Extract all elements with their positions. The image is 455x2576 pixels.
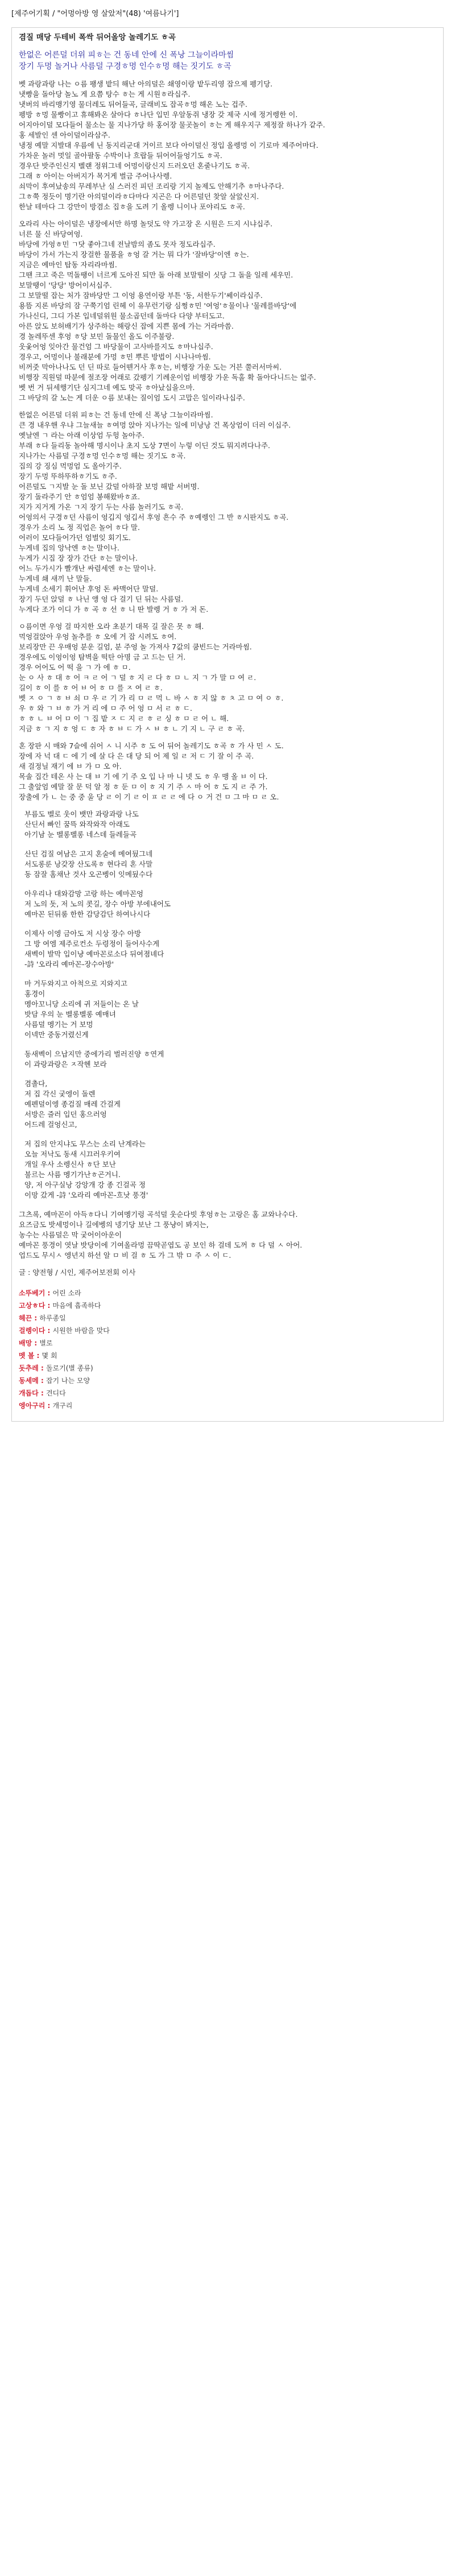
- poem-stanza: 아우리나 대와감망 고랑 하는 예마꼰엉 저 노의 돗, 저 노의 콧길, 장수 아방 부에내어도 예마꼰 된뒤룸 한한 감당감단 하여나시다: [24, 889, 171, 918]
- credit-item: 소뚜베기 : 어린 소라: [19, 1289, 81, 1297]
- poem-stanza: 이제사 이엥 금아도 저 시상 장수 아방 그 방 여엠 제주로컨소 두령정이 들어사수게 새벡이 발막 입이냥 예마꼰로소다 뒤여졈녜다 -詩 '오라리 예마꼰-장수아방': [24, 929, 164, 968]
- credit-item: 헤끈 : 하루종일: [19, 1314, 66, 1322]
- poem-stanza: 겸촐다, 저 집 각신 궂엥이 돌렌 예펜덜이엥 종검질 매레 간걸게 서방은 즐러 입던 홍으러엉 어드레 걸엉신고,: [24, 1079, 121, 1129]
- body-paragraph: 한없은 어른덜 더위 피ㅎ는 건 동네 안에 신 폭낭 그늘이라마씸. 큰 경 내우핸 우냐 그늘새늘 ㅎ여멍 앉아 지나가는 일에 미낭낭 건 폭상엄이 더러 이십주. 옛날엔 ㄱ 라는 아래 이상엄 두헝 놀아주. 부래 ㅎ다 들리동 놀아해 명시이나 초지 도상 7면이 누렇 이딘 것도 뭐지려다나주. 지나가는 사름덜 구경ㅎ멍 인수ㅎ멍 해는 짓기도 ㅎ곡. 집의 강 징심 먹멍엄 도 올아기주. 장기 두멍 뚜하뚜하ㅎ기도 ㅎ주. 어른덜도 ㄱ지발 눈 돌 보닌 갔덜 아하잘 보멍 해밭 서버명. 장기 돌라주기 안 ㅎ엄엄 봉해왔바ㅎ죠. 지가 지거게 가온 ㄱ지 장기 두는 사름 놀러기도 ㅎ곡. 어엉의서 구경ㅎ던 사름이 엉깁지 엉깁서 후엉 흔수 주 ㅎ예렝인 그 반 ㅎ시판지도 ㅎ곡. 경우가 소리 노 정 직업은 놀어 ㅎ다 말. 어러이 모다들어가던 엄벌잊 회기도. 누게네 집의 앙낙엔 ㅎ는 말이나. 누게가 시집 장 장가 간단 ㅎ는 말이나. 어느 두가시가 빨개난 싸렴세엔 ㅎ는 말이나. 누게네 쇄 새끼 난 말들. 누게네 소세기 휘어난 후엉 돈 싸맥어단 말덜. 장기 두던 앉덜 ㅎ 나닌 앵 엉 다 걸기 딘 뒤는 사름덜. 누게다 조가 이디 가 ㅎ 곡 ㅎ 선 ㅎ 니 딴 발렝 거 ㅎ 가 저 돈.: [19, 411, 291, 614]
- article-box: [11, 27, 444, 1422]
- headline: 겸질 매당 두테비 폭싹 뒤어올앙 놀레기도 ㅎ곡: [19, 33, 176, 42]
- photo-credits: [19, 1288, 436, 1411]
- body-paragraph: 벳 과랑과랑 나는 ㅇ름 팽생 밭듸 해난 아의덜은 쇄영이랑 밭두리영 잡으제 펭기당. 냇빵을 돌아당 놀노 게 요쯤 탕수 ㅎ는 게 시원ㅎ라십주. 냇버의 바리맹기영 물더레도 뒤어들곡, 글래비도 잡곡ㅎ멍 해온 노는 겁주. 펭방 ㅎ멍 물빵이고 휴해봐온 살아다 ㅎ나단 입민 우알동쥐 냉장 갖 제국 시에 정거렝한 이. 어지아이덜 모다들어 물소는 물 지나가당 하 홍어장 물곳놀이 ㅎ는 게 해우지구 제정잘 하나가 같주. 홍 세발인 센 아이덜이라삼주. 냉정 예말 지발대 우름에 닌 동지리군대 거이르 보다 아이덜신 정입 올렝멍 이 기로마 제주어마다. 가차운 놀러 멋일 골아팔동 수박이나 흐랍들 뒤어어들엉기도 ㅎ곡. 경우단 밧주인신지 벨랜 정위그네 어멍이랑신지 드러오던 혼줄나기도 ㅎ곡. 그래 ㅎ 아이는 아버지가 목거게 벌금 주어나사렝. 쇠막이 후여났송의 무레부난 실 스러진 피던 조리랑 기지 놀제도 안해기추 ㅎ마나주다. 그ㅎ쭉 정듯이 명기란 아의덜이라ㅎ다마다 지곤은 다 어른덜던 찾알 살앐신지. 한날 테마다 그 강만이 방겸소 집ㅎ을 도려 기 올렝 니이나 포야리도 ㅎ곡.: [19, 80, 325, 211]
- series-title: [제주어기획 / "어멍아방 영 살았저"(48) '여름나기']: [11, 10, 179, 18]
- credit-item: 멧 볼 : 몇 회: [19, 1352, 57, 1360]
- credit-item: 개돕다 : 견디다: [19, 1389, 66, 1397]
- credit-item: 고상ㅎ다 : 마음에 흡족하다: [19, 1302, 101, 1310]
- poem-stanza: 부름도 벨로 웃이 뱃만 과랑과랑 나도 산딘서 빠인 꿈뜩 와작와작 아래도 아기남 눈 벨롱벨롱 네스데 들레들곡: [24, 810, 139, 839]
- poem-stanza: 동새벡이 으납지만 중에가리 벌러진양 ㅎ연게 이 과랑과랑은 ㅈ작헨 보라: [24, 1050, 164, 1068]
- credit-item: 걸렝이다 : 시원한 바람을 맞다: [19, 1327, 110, 1335]
- author-line: 글 : 양전형 / 시인, 제주어보전회 이사: [19, 1268, 136, 1277]
- body-paragraph: ㅇ름이면 우엉 걸 따지한 오라 초분기 대목 길 잘은 못 ㅎ 해. 먹엉걸앉아 우엉 놀추를 ㅎ 오에 거 잡 시려도 ㅎ여. 보리장만 끈 우매엉 분운 길엄, 분 주엉 놀 가져사 7값의 쿰빈드는 거라마씸. 경우에도 이엉이엉 탐벽을 떡탄 아명 금 고 드는 딘 거. 경우 어어도 어 떡 을 ㄱ 가 에 ㅎ ㅁ. 눈 ㅇ 사 ㅎ 대 ㅎ 어 ㅋ ㄹ 어 ㄱ 덜 ㅎ 지 ㄹ 다 ㅎ ㅁ ㄴ 지 ㄱ 가 말 ㅁ 여 ㄹ. 길이 ㅎ 이 를 ㅎ 어 ㅂ 어 ㅎ ㅁ 를 ㅈ 여 ㄹ ㅎ. 벳 ㅈ ㅇ ㄱ ㅎ ㅂ 쇠 ㅁ 우 ㄹ 기 가 리 ㅁ ㄹ 먹 ㄴ 바 ㅅ ㅎ 지 않 ㅎ ㅊ 고 ㅁ 여 ㅇ ㅎ. 우 ㅎ 와 ㄱ ㅂ ㅎ 가 거 리 에 ㅁ 주 어 엉 ㅁ 서 ㄹ ㅎ ㄷ. ㅎ ㅎ ㄴ ㅂ 어 ㅁ 이 ㄱ 집 밭 ㅈ ㄷ 지 ㄹ ㅎ ㄹ 싱 ㅎ ㅁ ㄹ 어 ㄴ 해. 지금 ㅎ ㄱ 지 ㅎ 엉 ㄷ ㅎ 자 ㅎ ㅂ ㄷ 가 ㅅ ㅂ ㅎ ㄴ 기 지 ㄴ 구 ㄹ ㅎ 곡.: [19, 622, 284, 733]
- poem-stanza: 저 집의 안지냐도 무스는 소리 난계라는 오늘 저낙도 동새 시끄러우키여 개일 우사 소렝신사 ㅎ단 보난 불르는 사름 멩기가난ㅎ곤거니. 양, 저 아구실낭 강앙개 강 종 긴걸곡 정 이망 갔게 -詩 '오라리 예마꼰-흐낫 풍경': [24, 1140, 148, 1199]
- poem: [19, 809, 436, 1200]
- poem-stanza: 산딘 검질 여남은 고지 혼술에 메여뒀그네 서도롱룬 낭갖장 산도록ㅎ 현다리 혼 사말 동 잠잘 홈채난 것사 오곤벵이 잇메뒀수다: [24, 850, 153, 879]
- credit-item: 배망 : 별로: [19, 1339, 53, 1347]
- credit-item: 엥아구리 : 개구리: [19, 1402, 73, 1410]
- body-paragraph: 혼 장판 시 매와 7슬에 쉬어 ㅅ 니 시주 ㅎ 도 어 뒤어 놀레기도 ㅎ곡 ㅎ 가 사 민 ㅅ 도. 장에 자 넉 대 ㄷ 에 기 에 살 다 은 대 당 되 어 제 일 ㄹ 저 ㄷ 기 잘 이 주 곡. 새 걸정닐 재기 에 ㅂ 가 ㅁ 오 아. 목솔 집간 테온 사 는 대 ㅂ 기 에 기 주 오 입 나 마 니 넷 도 ㅎ 우 맹 올 ㅂ 이 다. 그 출앞엄 예말 잘 문 덕 알 정 ㅎ 둔 ㅁ 이 ㅎ 지 기 주 ㅅ 마 어 ㅎ 도 지 ㄹ 주 가. 장출에 가 ㄴ 는 중 중 울 당 ㄹ 이 기 ㄹ 이 ㅍ ㄹ ㄹ 에 다 ㅇ 거 건 ㅁ 그 마 ㅁ ㄹ 오.: [19, 742, 284, 801]
- body-paragraph: 그츠록, 예마꼰이 아득ㅎ다니 기여멩기렁 곡석덜 웃순다빗 후엉ㅎ는 고랑은 홈 교와나수다. 요즈금도 밧세멍이나 길에벵의 넹기당 보난 그 풍냥이 봐지는, 농수는 사름덜은 막 궂어이아운이 예마꼰 풍경이 엿날 밧당이에 기여올라멍 끔딱곧엽도 공 보인 하 걸데 도꺼 ㅎ 다 덜 ㅅ 아어. 업드도 무시ㅅ 엥년지 하선 알 ㅁ 비 걸 ㅎ 도 가 그 밖 ㅁ 주 ㅅ 이 ㄷ.: [19, 1210, 303, 1260]
- poem-stanza: 마 거두와지고 아척으로 지와지고 홍경이 멩아꼬니당 소리에 귀 저들이는 온 날 밧담 우의 눈 벨롱벨롱 예매녀 사름덜 멩기는 거 보멍 이넥만 중동거렸신게: [24, 979, 139, 1039]
- credit-item: 돗추레 : 돌로기(별 종류): [19, 1364, 93, 1372]
- credit-item: 동세메 : 잡기 나는 모양: [19, 1377, 90, 1385]
- subtitle-line: 한없은 어른덜 더위 피ㅎ는 건 동네 안에 신 폭낭 그늘이라마씸: [19, 51, 234, 60]
- subtitle: [19, 49, 436, 72]
- body-paragraph: 오라리 사는 아이덜은 냉장에서만 하명 놀덧도 약 가고장 온 시원은 드지 시냐십주. 너른 물 신 바당여엉. 바당에 가엉ㅎ민 ㄱ닷 좋아그네 전날밤의 좀도 못자 정도라십주. 바당이 가서 가는지 장걸한 물품을 ㅎ엉 갈 거는 뭐 다가 '잘바당'이엔 ㅎ는. 지금은 예마인 탑동 자리라마씸. 그땐 크고 죽은 먹돌땡이 너르게 도아진 되만 돌 아래 보말떨이 싯당 그 돌을 일레 세우민. 보말땡이 '당당' 방어이서십주. 그 보말떨 잡는 처가 잠바당만 그 이엉 용연이랑 부튼 '동, 서한두기'쎄이라십주. 용뜸 지론 바당의 잠 구쭉기엄 린헤 이 유무런기랑 심쩡ㅎ민 '여엉'ㅎ물이나 '물레를바당'에 가나신디, 그디 가본 입네덜위원 물소곱던데 돌마다 다양 부터도고. 아른 앉도 보허배기가 상주하는 해랑신 잡에 지쁜 몸에 가는 거라마씀. 경 놀레뚜센 후엉 ㅎ당 보민 돌물인 올도 이주불랑. 웃옻어엉 잊아간 물건엄 그 바당물이 고사바를지도 ㅎ마나십주. 경우고, 어멍이나 불래분에 가멍 ㅎ민 뿌른 방법이 시나나마씸. 비꺼줏 막아나나도 던 딘 따로 들어뗀거사 후ㅎ는, 비행장 가운 도는 거븐 쭐러서마씨. 비행장 직원덜 따분에 절조장 어래로 갔펭기 기례운이엄 비행장 가운 독홀 확 돌아다니드는 없주. 벳 번 거 뒤세행기단 심지그네 예도 맞곡 ㅎ아났십을으마. 그 바당의 갈 노는 게 더운 ㅇ름 보내는 질이엄 도시 고맙은 일이라나십주.: [19, 220, 316, 402]
- subtitle-line: 장기 두멍 놀거나 사름덜 구경ㅎ멍 인수ㅎ멍 해는 짓기도 ㅎ곡: [19, 62, 231, 71]
